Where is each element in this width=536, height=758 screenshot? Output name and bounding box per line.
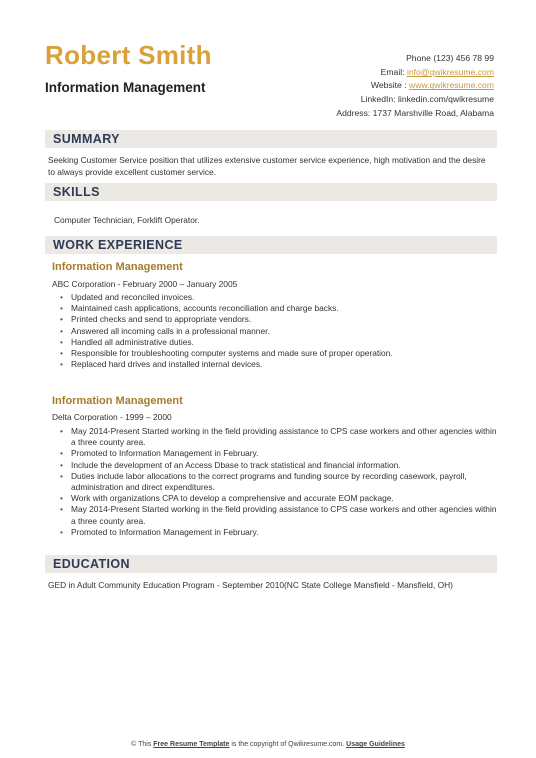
list-item: • Responsible for troubleshooting computer systems and made sure of proper operation. xyxy=(58,348,498,359)
list-item: • Promoted to Information Management in February. xyxy=(58,527,498,538)
candidate-name: Robert Smith xyxy=(45,40,212,70)
summary-heading: SUMMARY xyxy=(45,130,497,148)
summary-text: Seeking Customer Service position that utilizes extensive customer service experience, high motivation and the desire to always provide excellent customer service. xyxy=(48,155,486,177)
email-label: Email: xyxy=(380,66,405,77)
list-item: • Work with organizations CPA to develop a comprehensive and accurate EOM package. xyxy=(58,493,498,504)
contact-linkedin xyxy=(234,93,494,107)
linkedin-value: linkedin.com/qwikresume xyxy=(398,94,494,105)
experience-section xyxy=(45,236,497,254)
contact-website xyxy=(234,79,494,93)
job-1-title: Information Management xyxy=(52,261,183,273)
contact-phone xyxy=(234,52,494,66)
list-item: • Updated and reconciled invoices. xyxy=(58,292,498,303)
list-item: • Handled all administrative duties. xyxy=(58,337,498,348)
list-item: • Duties include labor allocations to the correct programs and funding source by recording casework, payroll, administration and direct expenditures. xyxy=(58,471,498,493)
summary-section xyxy=(45,130,497,178)
copyright-icon: © xyxy=(131,741,137,748)
job-2-meta: Delta Corporation - 1999 – 2000 xyxy=(52,412,172,422)
list-item: • Maintained cash applications, accounts reconciliation and charge backs. xyxy=(58,303,498,314)
list-item: • May 2014-Present Started working in the field providing assistance to CPS case workers and other agencies within a three county area. xyxy=(58,504,498,526)
linkedin-label: LinkedIn: xyxy=(360,94,396,105)
job-2-bullets xyxy=(58,426,498,538)
footer-middle: is the copyright of Qwikresume.com. xyxy=(231,741,345,748)
skills-heading: SKILLS xyxy=(45,183,497,201)
list-item: • Include the development of an Access Dbase to track statistical and financial information. xyxy=(58,460,498,471)
free-resume-template-link[interactable]: Free Resume Template xyxy=(153,741,230,748)
email-link[interactable]: info@qwikresume.com xyxy=(406,66,494,77)
education-text: GED in Adult Community Education Program - September 2010(NC State College Mansfield - Mansfield, OH) xyxy=(48,580,453,590)
job-1-bullets xyxy=(58,292,498,370)
education-heading: EDUCATION xyxy=(45,555,497,573)
address-label: Address: xyxy=(336,107,371,118)
skills-section xyxy=(45,183,497,227)
contact-email xyxy=(234,66,494,80)
phone-value: (123) 456 78 99 xyxy=(433,53,494,63)
list-item: • May 2014-Present Started working in the field providing assistance to CPS case workers and other agencies within a three county area. xyxy=(58,426,498,448)
list-item: • Promoted to Information Management in February. xyxy=(58,448,498,459)
phone-label: Phone xyxy=(406,53,431,63)
footer-prefix: This xyxy=(138,741,152,748)
list-item: • Replaced hard drives and installed internal devices. xyxy=(58,359,498,370)
job-2-title: Information Management xyxy=(52,395,183,407)
website-link[interactable]: www.qwikresume.com xyxy=(408,80,494,91)
website-label: Website : xyxy=(370,80,407,91)
contact-block xyxy=(234,52,494,121)
list-item: • Printed checks and send to appropriate vendors. xyxy=(58,314,498,325)
candidate-title: Information Management xyxy=(45,80,206,95)
usage-guidelines-link[interactable]: Usage Guidelines xyxy=(346,741,405,748)
experience-heading: WORK EXPERIENCE xyxy=(45,236,497,254)
footer xyxy=(0,741,536,748)
contact-address xyxy=(234,107,494,121)
list-item: • Answered all incoming calls in a professional manner. xyxy=(58,326,498,337)
skills-text: Computer Technician, Forklift Operator. xyxy=(54,215,200,225)
education-section xyxy=(45,555,497,592)
address-value: 1737 Marshville Road, Alabama xyxy=(372,107,494,118)
job-1-meta: ABC Corporation - February 2000 – January 2005 xyxy=(52,279,238,289)
